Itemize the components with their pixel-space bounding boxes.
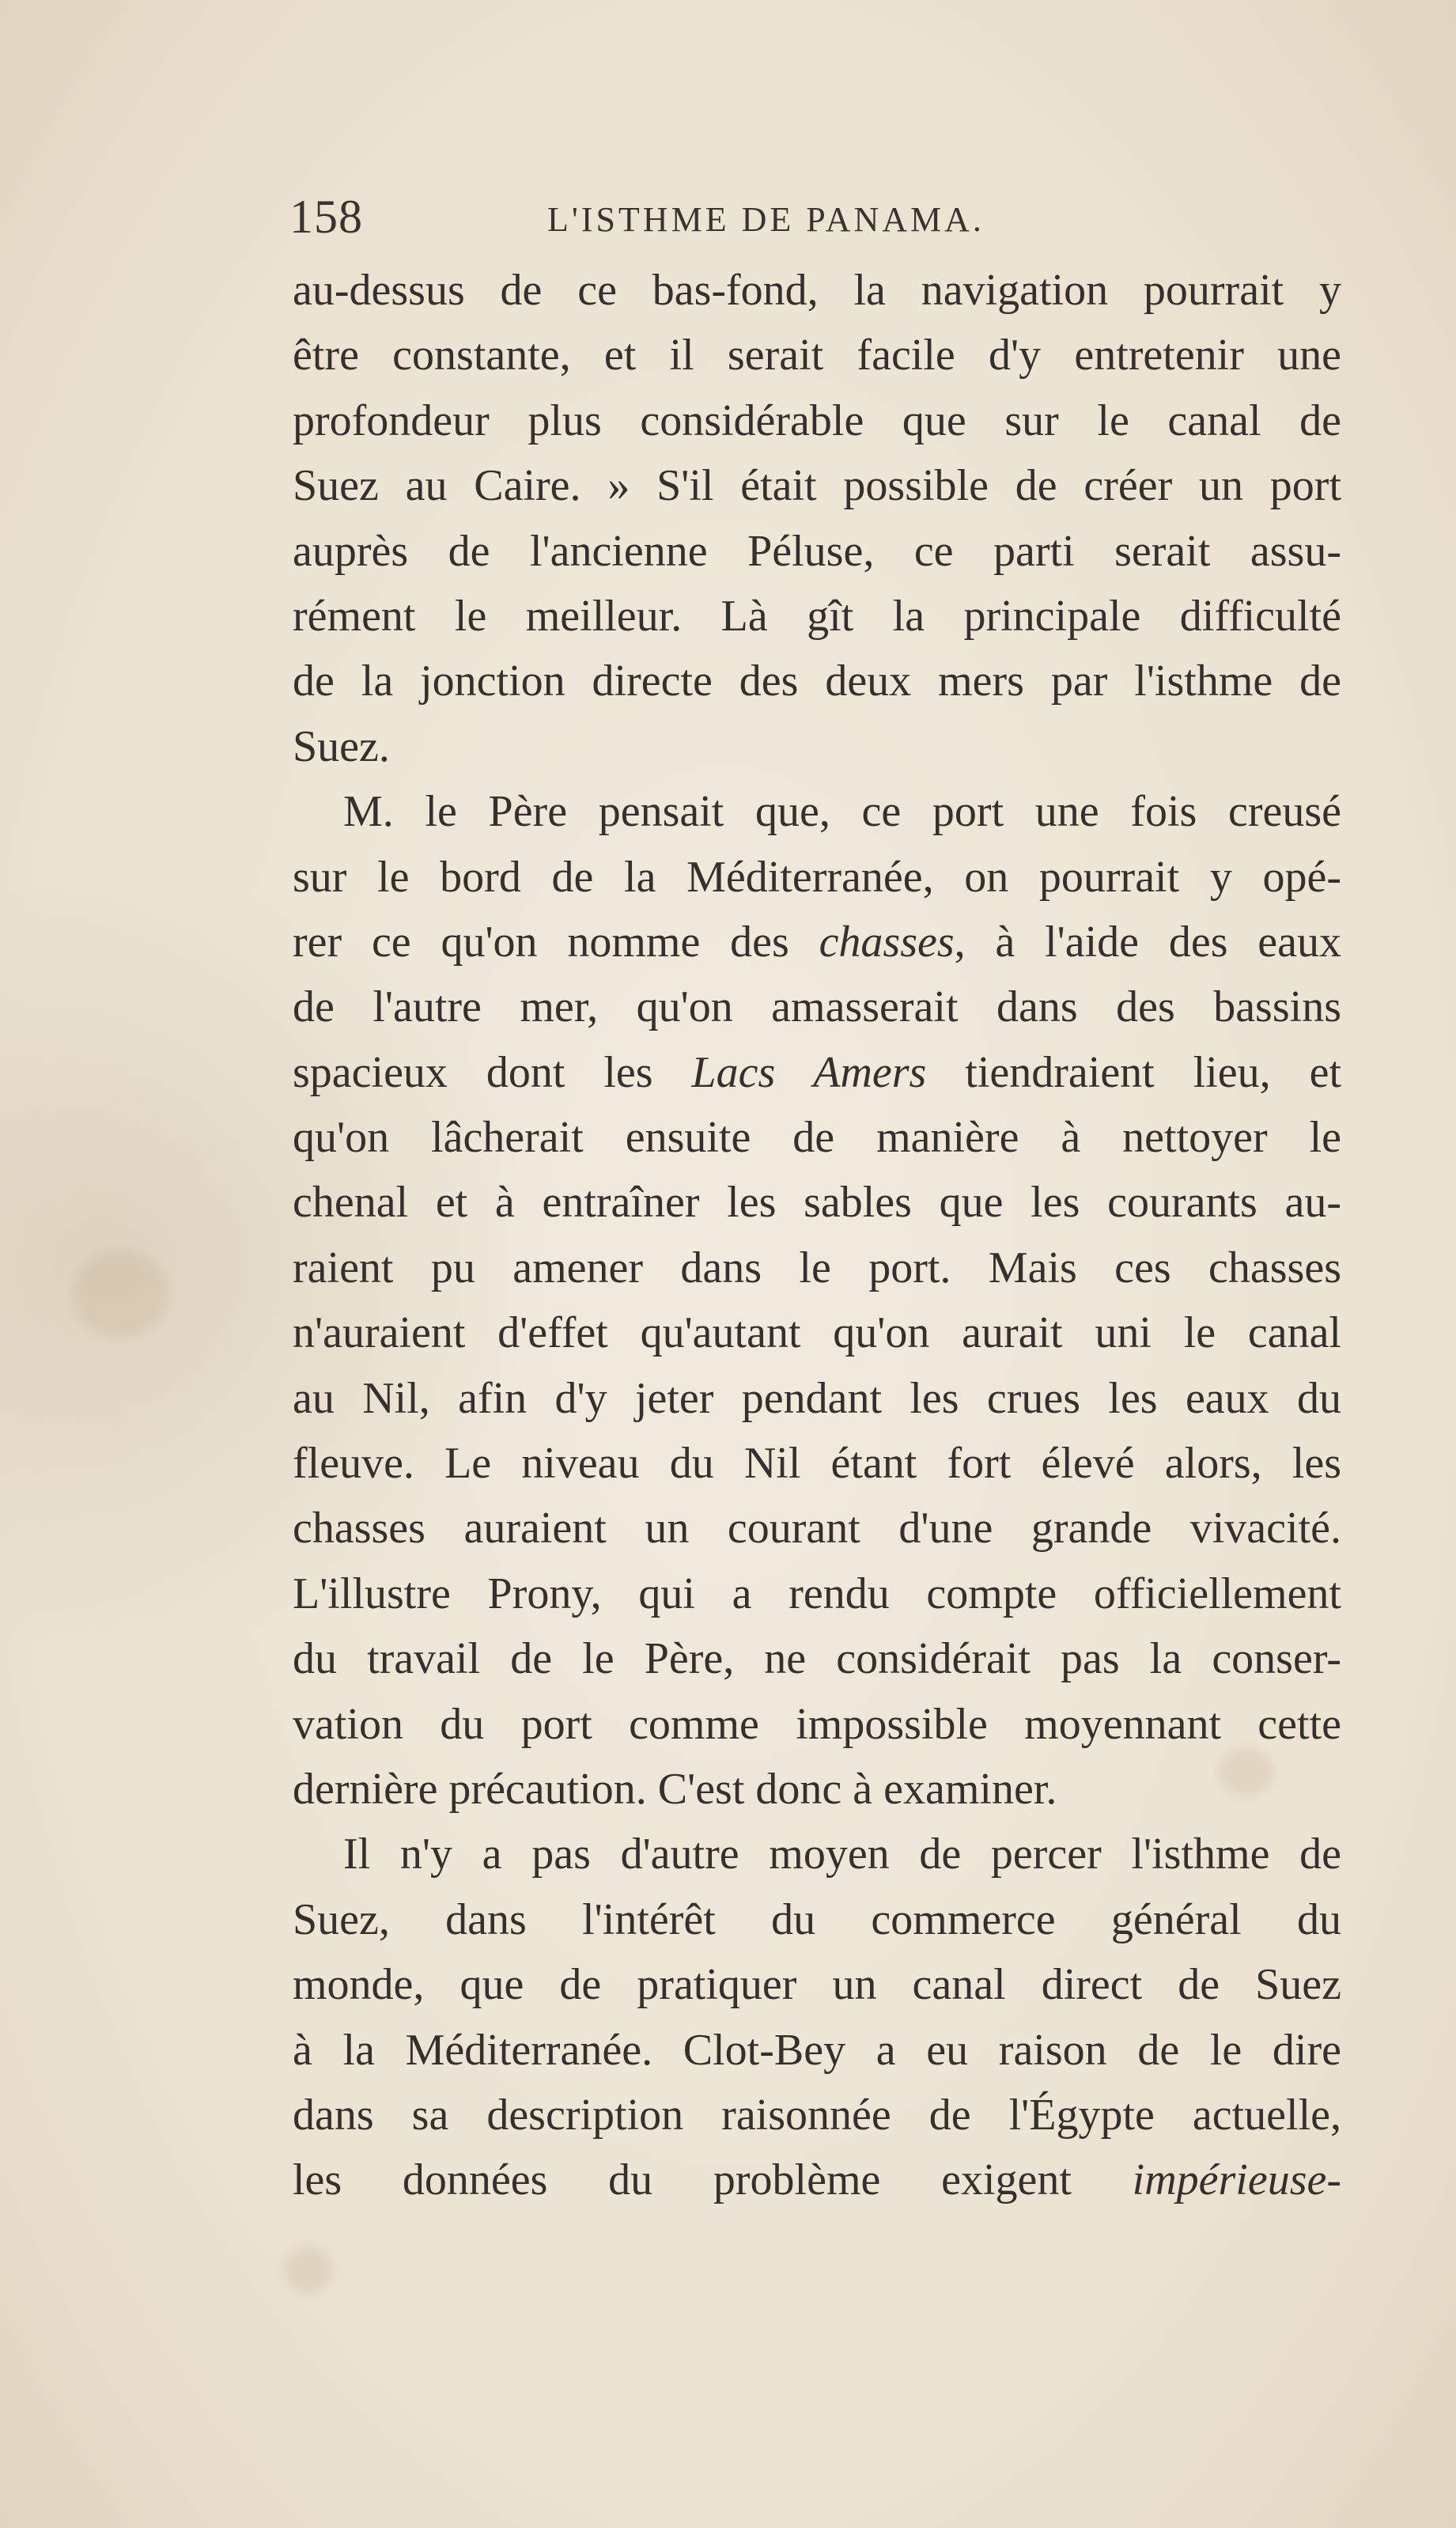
text-line: qu'on lâcherait ensuite de manière à nettoyer le bbox=[293, 1113, 1341, 1163]
text-line: chasses auraient un courant d'une grande vivacité. bbox=[293, 1504, 1341, 1554]
paper-stain bbox=[285, 2246, 332, 2294]
text-line: Il n'y a pas d'autre moyen de percer l'isthme de bbox=[343, 1830, 1341, 1879]
text-line: chenal et à entraîner les sables que les courants au- bbox=[293, 1178, 1341, 1228]
text-line: auprès de l'ancienne Péluse, ce parti serait assu- bbox=[293, 526, 1341, 576]
paper-stain bbox=[73, 1250, 168, 1337]
text-line: vation du port comme impossible moyennant cette bbox=[293, 1699, 1341, 1749]
italic-term: Lacs Amers bbox=[691, 1047, 927, 1097]
text-line bbox=[293, 2148, 1341, 2212]
text-line: au-dessus de ce bas-fond, la navigation pourrait y bbox=[293, 266, 1341, 315]
italic-term: impérieuse- bbox=[1132, 2155, 1341, 2205]
text-line: dernière précaution. C'est donc à examiner. bbox=[293, 1764, 1057, 1814]
line-segment: tiendraient lieu, et bbox=[926, 1047, 1342, 1097]
text-line bbox=[293, 1040, 1341, 1105]
text-line: L'illustre Prony, qui a rendu compte officiellement bbox=[293, 1569, 1341, 1618]
text-line: de la jonction directe des deux mers par l'isthme de bbox=[293, 657, 1341, 706]
running-title: L'ISTHME DE PANAMA. bbox=[547, 200, 985, 239]
page-header bbox=[289, 190, 1341, 245]
line-segment: les données du problème exigent bbox=[293, 2155, 1133, 2205]
text-line: Suez au Caire. » S'il était possible de créer un port bbox=[293, 461, 1341, 511]
text-line: Suez, dans l'intérêt du commerce général du bbox=[293, 1894, 1341, 1944]
line-segment: spacieux dont les bbox=[293, 1047, 692, 1097]
text-line: être constante, et il serait facile d'y entretenir une bbox=[293, 331, 1341, 380]
text-line: à la Méditerranée. Clot-Bey a eu raison de le dire bbox=[293, 2025, 1341, 2075]
line-segment: rer ce qu'on nomme des bbox=[293, 917, 819, 967]
text-line: M. le Père pensait que, ce port une fois creusé bbox=[343, 787, 1341, 837]
text-line: au Nil, afin d'y jeter pendant les crues les eaux du bbox=[293, 1373, 1341, 1423]
text-line: sur le bord de la Méditerranée, on pourrait y opé- bbox=[293, 852, 1341, 902]
italic-term: chasses bbox=[819, 917, 955, 967]
line-segment: , à l'aide des eaux bbox=[954, 917, 1341, 967]
text-line bbox=[293, 910, 1341, 974]
text-line: n'auraient d'effet qu'autant qu'on aurait uni le canal bbox=[293, 1308, 1341, 1358]
text-line: du travail de le Père, ne considérait pas la conser- bbox=[293, 1634, 1341, 1684]
page-number: 158 bbox=[289, 191, 363, 243]
text-line: raient pu amener dans le port. Mais ces chasses bbox=[293, 1243, 1341, 1292]
text-line: Suez. bbox=[293, 721, 390, 771]
text-line: monde, que de pratiquer un canal direct de Suez bbox=[293, 1960, 1341, 2010]
text-line: fleuve. Le niveau du Nil étant fort élevé alors, les bbox=[293, 1439, 1341, 1489]
text-line: profondeur plus considérable que sur le canal de bbox=[293, 395, 1341, 445]
body-text bbox=[293, 258, 1341, 2213]
text-line: de l'autre mer, qu'on amasserait dans des bassins bbox=[293, 982, 1341, 1032]
text-line: rément le meilleur. Là gît la principale difficulté bbox=[293, 591, 1341, 641]
text-line: dans sa description raisonnée de l'Égypte actuelle, bbox=[293, 2090, 1341, 2140]
